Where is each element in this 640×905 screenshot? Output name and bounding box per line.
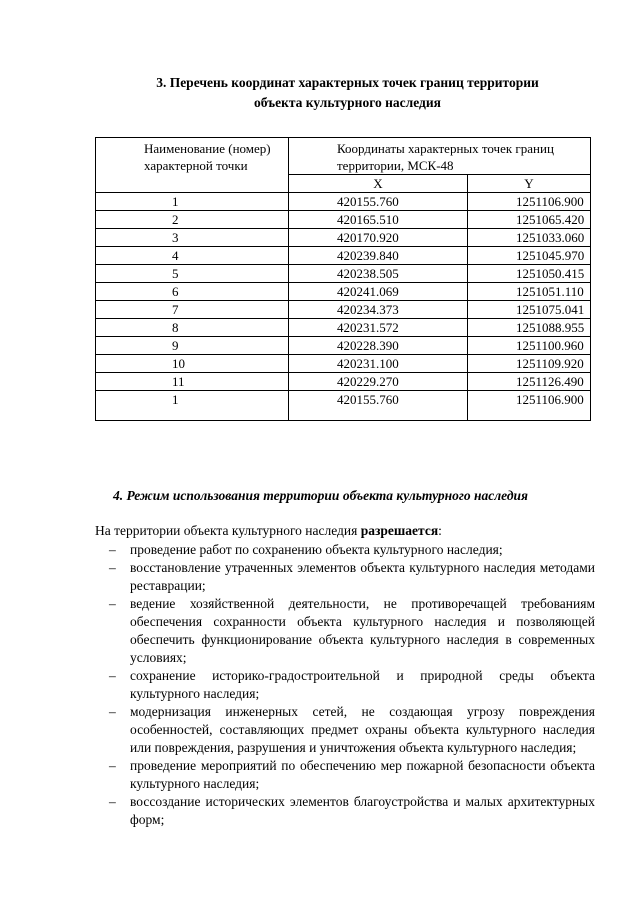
point-number-cell: 6 xyxy=(96,283,289,301)
allowed-activities-list xyxy=(95,541,595,829)
list-item xyxy=(95,595,595,667)
point-number-cell: 10 xyxy=(96,355,289,373)
list-item-text: восстановление утраченных элементов объекта культурного наследия методами реставрации; xyxy=(130,560,595,593)
header-x: X xyxy=(289,175,468,193)
coordinates-table xyxy=(95,137,591,421)
list-item xyxy=(95,559,595,595)
table-row xyxy=(96,301,591,319)
dash-bullet: – xyxy=(109,794,116,809)
point-number-cell: 2 xyxy=(96,211,289,229)
section-3-heading-line-1: 3. Перечень координат характерных точек границ территории xyxy=(156,75,539,90)
table-row xyxy=(96,391,591,421)
table-row xyxy=(96,247,591,265)
table-row xyxy=(96,265,591,283)
point-number-cell: 3 xyxy=(96,229,289,247)
header-y: Y xyxy=(468,175,591,193)
section-4-heading: 4. Режим использования территории объекта культурного наследия xyxy=(113,488,528,503)
header-point-name: Наименование (номер) характерной точки xyxy=(96,138,289,193)
y-coordinate-cell: 1251126.490 xyxy=(468,373,591,391)
x-coordinate-cell: 420234.373 xyxy=(289,301,468,319)
list-item-text: проведение мероприятий по обеспечению мер пожарной безопасности объекта культурного наследия; xyxy=(130,758,595,791)
x-coordinate-cell: 420231.100 xyxy=(289,355,468,373)
list-item xyxy=(95,667,595,703)
allowed-intro-suffix: : xyxy=(438,523,442,538)
x-coordinate-cell: 420241.069 xyxy=(289,283,468,301)
x-coordinate-cell: 420238.505 xyxy=(289,265,468,283)
point-number-cell: 4 xyxy=(96,247,289,265)
y-coordinate-cell: 1251106.900 xyxy=(468,391,591,421)
table-row xyxy=(96,355,591,373)
y-coordinate-cell: 1251100.960 xyxy=(468,337,591,355)
x-coordinate-cell: 420228.390 xyxy=(289,337,468,355)
table-row xyxy=(96,229,591,247)
allowed-intro-prefix: На территории объекта культурного наследия xyxy=(95,523,361,538)
list-item-text: проведение работ по сохранению объекта культурного наследия; xyxy=(130,542,503,557)
list-item xyxy=(95,757,595,793)
list-item-text: ведение хозяйственной деятельности, не противоречащей требованиям обеспечения сохранности объекта культурного наследия и позволяющей обеспечить функционирование объекта культурного наследия в современных условиях; xyxy=(130,596,595,665)
list-item xyxy=(95,703,595,757)
dash-bullet: – xyxy=(109,668,116,683)
header-coordinates: Координаты характерных точек границ территории, МСК-48 xyxy=(289,138,591,175)
y-coordinate-cell: 1251109.920 xyxy=(468,355,591,373)
table-row xyxy=(96,211,591,229)
allowed-intro xyxy=(95,523,442,539)
y-coordinate-cell: 1251106.900 xyxy=(468,193,591,211)
list-item-text: сохранение историко-градостроительной и природной среды объекта культурного наследия; xyxy=(130,668,595,701)
table-row xyxy=(96,337,591,355)
table-row xyxy=(96,319,591,337)
dash-bullet: – xyxy=(109,704,116,719)
x-coordinate-cell: 420155.760 xyxy=(289,193,468,211)
y-coordinate-cell: 1251065.420 xyxy=(468,211,591,229)
dash-bullet: – xyxy=(109,758,116,773)
list-item xyxy=(95,793,595,829)
point-number-cell: 5 xyxy=(96,265,289,283)
dash-bullet: – xyxy=(109,596,116,611)
table-row xyxy=(96,373,591,391)
y-coordinate-cell: 1251088.955 xyxy=(468,319,591,337)
point-number-cell: 1 xyxy=(96,391,289,421)
x-coordinate-cell: 420229.270 xyxy=(289,373,468,391)
allowed-intro-bold: разрешается xyxy=(360,523,439,538)
point-number-cell: 9 xyxy=(96,337,289,355)
list-item xyxy=(95,541,595,559)
x-coordinate-cell: 420165.510 xyxy=(289,211,468,229)
x-coordinate-cell: 420231.572 xyxy=(289,319,468,337)
point-number-cell: 11 xyxy=(96,373,289,391)
table-row xyxy=(96,193,591,211)
y-coordinate-cell: 1251051.110 xyxy=(468,283,591,301)
y-coordinate-cell: 1251033.060 xyxy=(468,229,591,247)
section-3-heading-line-2: объекта культурного наследия xyxy=(254,95,441,110)
y-coordinate-cell: 1251045.970 xyxy=(468,247,591,265)
x-coordinate-cell: 420239.840 xyxy=(289,247,468,265)
list-item-text: воссоздание исторических элементов благоустройства и малых архитектурных форм; xyxy=(130,794,595,827)
x-coordinate-cell: 420155.760 xyxy=(289,391,468,421)
point-number-cell: 7 xyxy=(96,301,289,319)
y-coordinate-cell: 1251050.415 xyxy=(468,265,591,283)
table-row xyxy=(96,283,591,301)
section-3-heading xyxy=(95,73,600,113)
point-number-cell: 1 xyxy=(96,193,289,211)
list-item-text: модернизация инженерных сетей, не создающая угрозу повреждения особенностей, составляющих предмет охраны объекта культурного наследия или повреждения, разрушения и уничтожения объекта культурного наследия; xyxy=(130,704,595,755)
dash-bullet: – xyxy=(109,560,116,575)
x-coordinate-cell: 420170.920 xyxy=(289,229,468,247)
y-coordinate-cell: 1251075.041 xyxy=(468,301,591,319)
point-number-cell: 8 xyxy=(96,319,289,337)
dash-bullet: – xyxy=(109,542,116,557)
coordinates-table-body xyxy=(96,193,591,421)
